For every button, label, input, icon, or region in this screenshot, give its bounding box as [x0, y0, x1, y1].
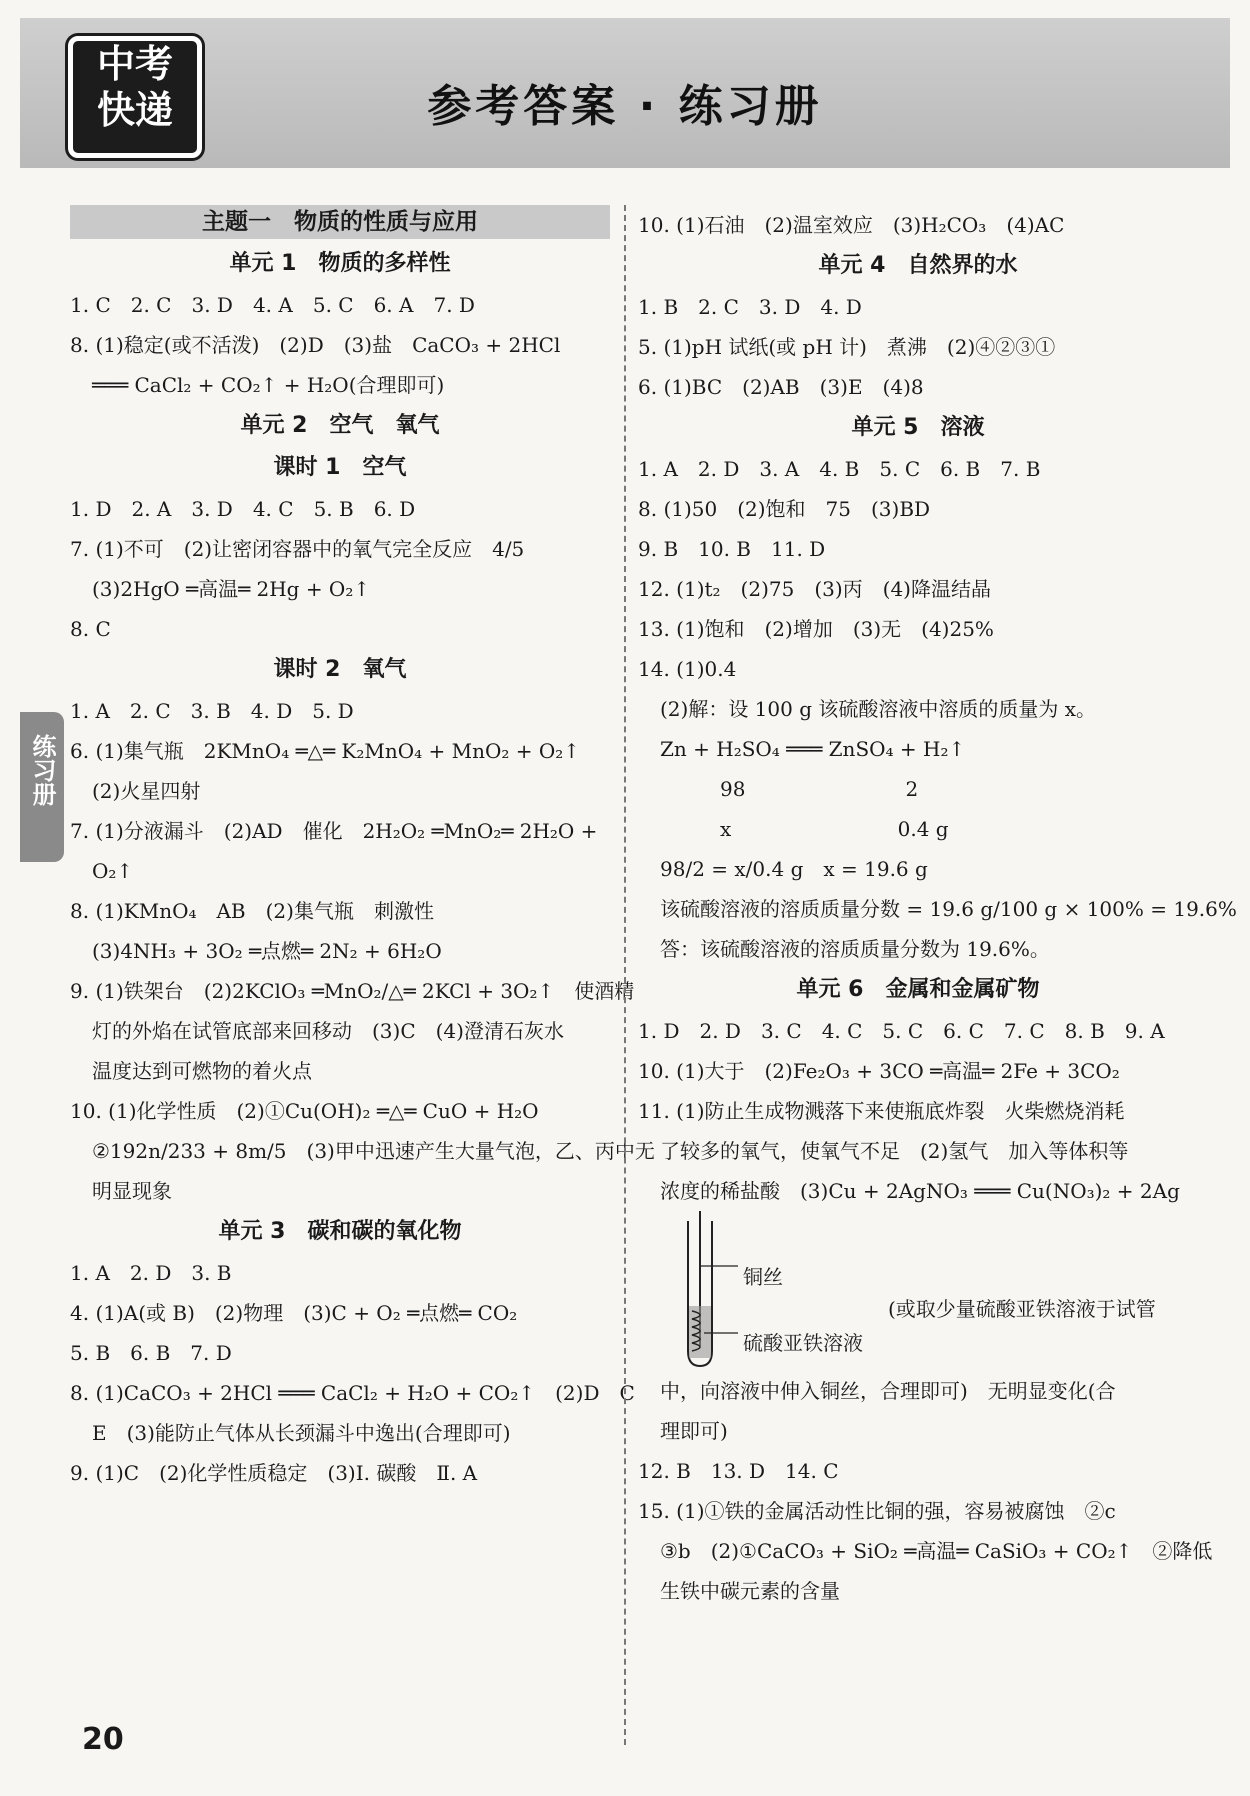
answer-line: 8. (1)稳定(或不活泼) (2)D (3)盐 CaCO₃ + 2HCl: [70, 333, 561, 357]
section-heading: 课时 2 氧气: [273, 657, 407, 682]
answer-line-continued: ②192n/233 + 8m/5 (3)甲中迅速产生大量气泡，乙、丙中无: [92, 1139, 655, 1163]
left-column: [70, 205, 655, 1493]
logo-line-1: 中考: [96, 42, 173, 86]
answer-line: 12. (1)t₂ (2)75 (3)丙 (4)降温结晶: [638, 577, 991, 601]
answer-line-continued: ③b (2)①CaCO₃ + SiO₂ ═高温═ CaSiO₃ + CO₂↑ ②降低: [660, 1539, 1213, 1563]
logo-line-2: 快递: [96, 88, 173, 132]
answer-line-continued: 该硫酸溶液的溶质质量分数 = 19.6 g/100 g × 100% = 19.6%: [660, 897, 1237, 921]
answer-line-continued: 生铁中碳元素的含量: [660, 1579, 840, 1603]
test-tube-icon: [678, 1211, 738, 1371]
answer-line: 8. (1)CaCO₃ + 2HCl ═══ CaCl₂ + H₂O + CO₂↑ (2)D C: [70, 1381, 635, 1405]
section-heading: 课时 1 空气: [273, 455, 407, 480]
side-tab-label: 练习册: [28, 734, 56, 806]
answer-line: 1. A 2. D 3. A 4. B 5. C 6. B 7. B: [638, 457, 1041, 481]
answer-line-continued: ═══ CaCl₂ + CO₂↑ + H₂O(合理即可): [92, 373, 445, 397]
column-divider: [624, 205, 626, 1745]
answer-line-continued: O₂↑: [92, 859, 134, 883]
right-answer-list-bottom: [638, 1371, 1213, 1611]
answer-line: 9. B 10. B 11. D: [638, 537, 826, 561]
answer-line: 15. (1)①铁的金属活动性比铜的强，容易被腐蚀 ②c: [638, 1499, 1116, 1523]
section-heading: 单元 5 溶液: [851, 415, 985, 440]
test-tube-diagram: [638, 1211, 1198, 1371]
answer-line: 1. B 2. C 3. D 4. D: [638, 295, 862, 319]
answer-line-continued: (3)2HgO ═高温═ 2Hg + O₂↑: [92, 577, 371, 601]
ferrous-sulfate-label: 硫酸亚铁溶液: [743, 1331, 863, 1355]
section-heading: 单元 2 空气 氧气: [240, 413, 440, 438]
copper-wire-label: 铜丝: [743, 1265, 783, 1289]
answer-line: 8. C: [70, 617, 111, 641]
answer-line-continued: 98/2 = x/0.4 g x = 19.6 g: [660, 857, 928, 881]
answer-line-continued: 98 2: [660, 777, 919, 801]
answer-line-continued: 温度达到可燃物的着火点: [92, 1059, 312, 1083]
answer-line: 11. (1)防止生成物溅落下来使瓶底炸裂 火柴燃烧消耗: [638, 1099, 1125, 1123]
right-column: [638, 205, 1237, 1611]
section-heading: 单元 1 物质的多样性: [229, 251, 451, 276]
answer-line: 9. (1)铁架台 (2)2KClO₃ ═MnO₂/△═ 2KCl + 3O₂↑ 使酒精: [70, 979, 635, 1003]
answer-line: 7. (1)不可 (2)让密闭容器中的氧气完全反应 4/5: [70, 537, 525, 561]
answer-line: 10. (1)化学性质 (2)①Cu(OH)₂ ═△═ CuO + H₂O: [70, 1099, 539, 1123]
answer-line-continued: 明显现象: [92, 1179, 172, 1203]
answer-line-continued: (2)火星四射: [92, 779, 201, 803]
answer-line: 6. (1)集气瓶 2KMnO₄ ═△═ K₂MnO₄ + MnO₂ + O₂↑: [70, 739, 581, 763]
answer-line-continued: 浓度的稀盐酸 (3)Cu + 2AgNO₃ ═══ Cu(NO₃)₂ + 2Ag: [660, 1179, 1180, 1203]
answer-line: 8. (1)50 (2)饱和 75 (3)BD: [638, 497, 931, 521]
answer-line-continued: 了较多的氧气，使氧气不足 (2)氢气 加入等体积等: [660, 1139, 1129, 1163]
section-heading: 单元 3 碳和碳的氧化物: [218, 1219, 462, 1244]
page-title: 参考答案 · 练习册: [427, 81, 823, 132]
answer-line: 13. (1)饱和 (2)增加 (3)无 (4)25%: [638, 617, 994, 641]
answer-line: 5. (1)pH 试纸(或 pH 计) 煮沸 (2)④②③①: [638, 335, 1056, 359]
left-answer-list: [70, 243, 655, 1493]
answer-line: 1. A 2. C 3. B 4. D 5. D: [70, 699, 354, 723]
answer-line: 1. D 2. A 3. D 4. C 5. B 6. D: [70, 497, 416, 521]
answer-line-continued: (3)4NH₃ + 3O₂ ═点燃═ 2N₂ + 6H₂O: [92, 939, 442, 963]
answer-line-continued: Zn + H₂SO₄ ═══ ZnSO₄ + H₂↑: [660, 737, 966, 761]
answer-line: 4. (1)A(或 B) (2)物理 (3)C + O₂ ═点燃═ CO₂: [70, 1301, 518, 1325]
answer-line: 10. (1)石油 (2)温室效应 (3)H₂CO₃ (4)AC: [638, 213, 1065, 237]
answer-line: 7. (1)分液漏斗 (2)AD 催化 2H₂O₂ ═MnO₂═ 2H₂O +: [70, 819, 598, 843]
answer-line-continued: E (3)能防止气体从长颈漏斗中逸出(合理即可): [92, 1421, 511, 1445]
section-heading: 单元 6 金属和金属矿物: [796, 977, 1040, 1002]
alternative-method-note: (或取少量硫酸亚铁溶液于试管: [888, 1297, 1156, 1321]
answer-line: 14. (1)0.4: [638, 657, 737, 681]
answer-line-continued: (2)解：设 100 g 该硫酸溶液中溶质的质量为 x。: [660, 697, 1097, 721]
answer-line: 9. (1)C (2)化学性质稳定 (3)Ⅰ. 碳酸 Ⅱ. A: [70, 1461, 478, 1485]
page-number: 20: [82, 1722, 124, 1757]
answer-line-continued: 灯的外焰在试管底部来回移动 (3)C (4)澄清石灰水: [92, 1019, 564, 1043]
answer-line: 12. B 13. D 14. C: [638, 1459, 839, 1483]
answer-line-continued: 中，向溶液中伸入铜丝，合理即可) 无明显变化(合: [660, 1379, 1116, 1403]
answer-line: 8. (1)KMnO₄ AB (2)集气瓶 刺激性: [70, 899, 434, 923]
answer-line: 10. (1)大于 (2)Fe₂O₃ + 3CO ═高温═ 2Fe + 3CO₂: [638, 1059, 1120, 1083]
answer-line: 1. D 2. D 3. C 4. C 5. C 6. C 7. C 8. B 9. A: [638, 1019, 1165, 1043]
section-heading: 单元 4 自然界的水: [818, 253, 1018, 278]
answer-line-continued: 答：该硫酸溶液的溶质质量分数为 19.6%。: [660, 937, 1050, 961]
answer-line: 5. B 6. B 7. D: [70, 1341, 232, 1365]
answer-line: 1. A 2. D 3. B: [70, 1261, 232, 1285]
theme-heading: 主题一 物质的性质与应用: [70, 205, 610, 239]
answer-line-continued: 理即可): [660, 1419, 728, 1443]
right-answer-list-top: [638, 205, 1237, 1211]
answer-line: 1. C 2. C 3. D 4. A 5. C 6. A 7. D: [70, 293, 475, 317]
answer-line: 6. (1)BC (2)AB (3)E (4)8: [638, 375, 924, 399]
answer-line-continued: x 0.4 g: [660, 817, 949, 841]
side-tab: [20, 712, 64, 862]
